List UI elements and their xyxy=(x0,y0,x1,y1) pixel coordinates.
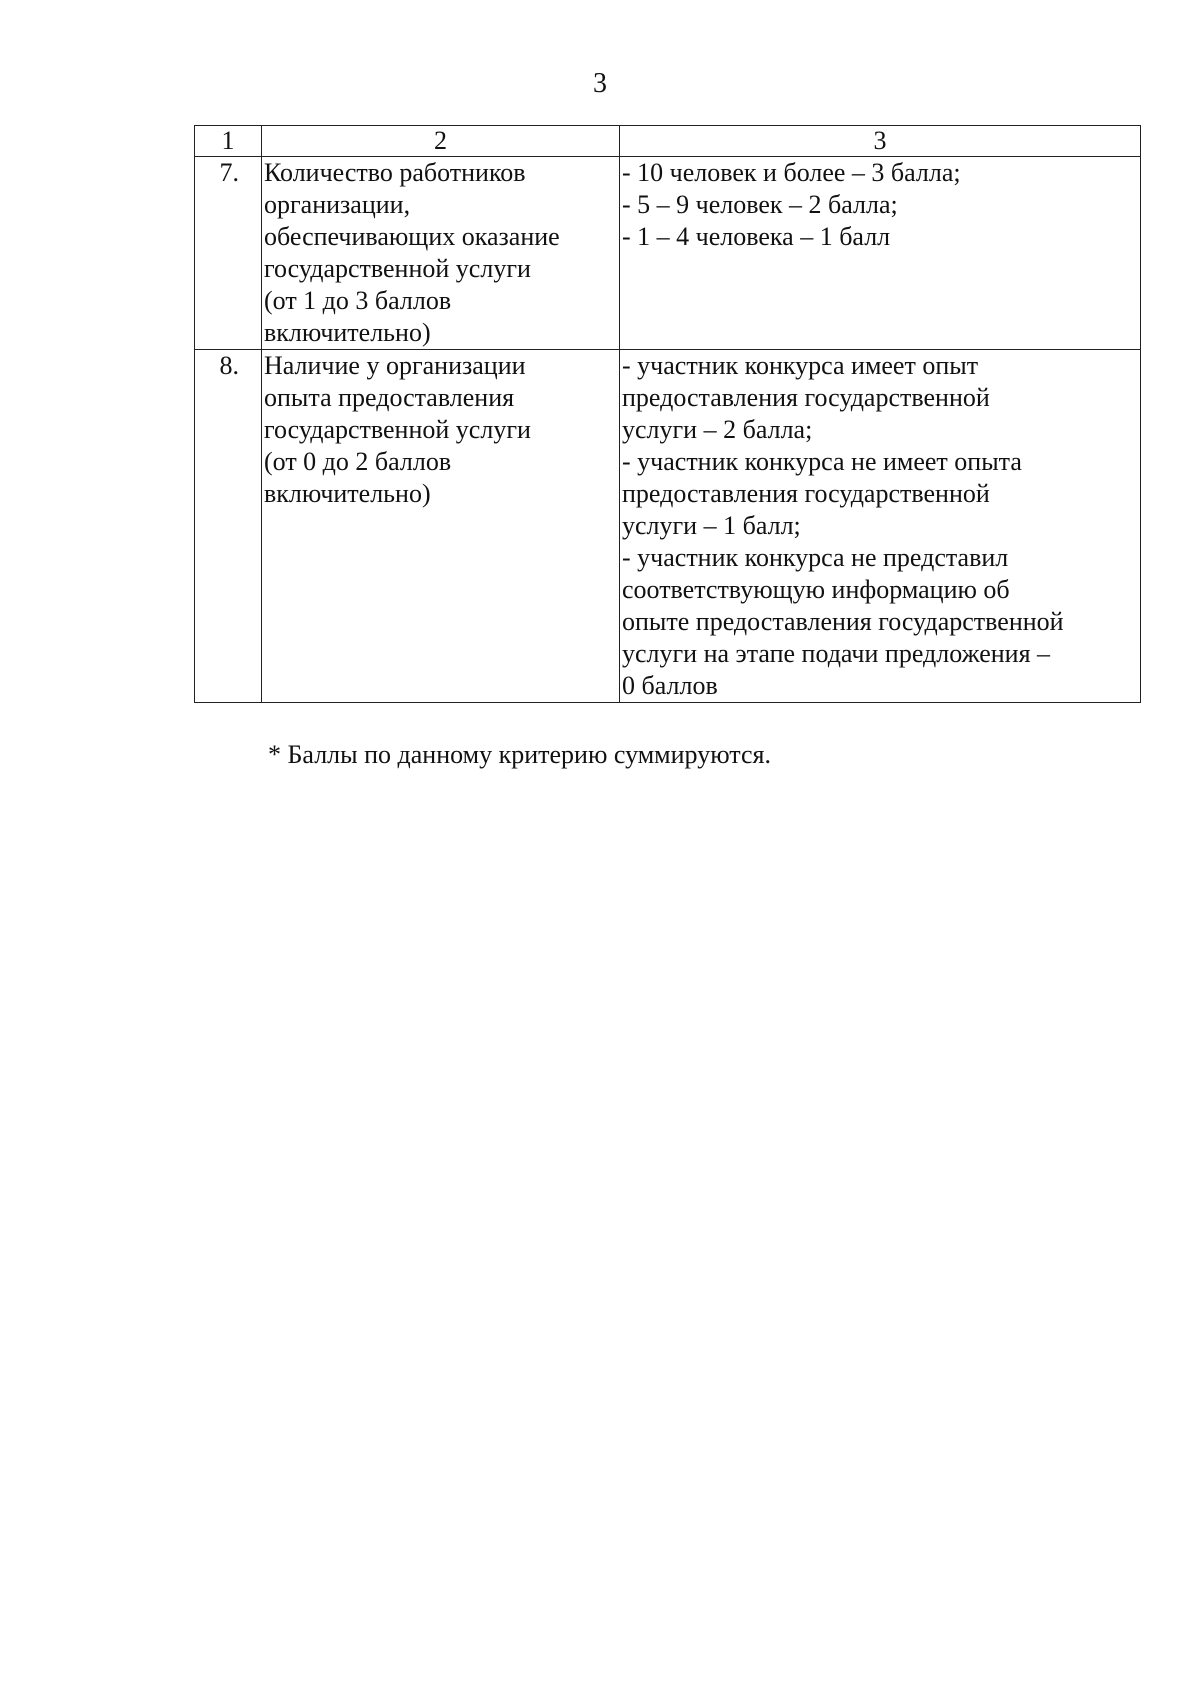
score-line: 0 баллов xyxy=(622,671,718,700)
table-header-row xyxy=(195,126,1141,157)
score-cell xyxy=(620,350,1141,703)
criterion-line: Количество работников xyxy=(264,158,526,187)
score-line: услуги – 1 балл; xyxy=(622,511,801,540)
score-cell xyxy=(620,157,1141,350)
criterion-line: опыта предоставления xyxy=(264,383,515,412)
column-number-header: 1 xyxy=(195,126,262,157)
criterion-line: Наличие у организации xyxy=(264,351,526,380)
score-line: - 1 – 4 человека – 1 балл xyxy=(622,222,891,251)
score-line: соответствующую информацию об xyxy=(622,575,1010,604)
score-line: - участник конкурса имеет опыт xyxy=(622,351,979,380)
criterion-line: обеспечивающих оказание xyxy=(264,222,560,251)
score-line: опыте предоставления государственной xyxy=(622,607,1064,636)
table-row xyxy=(195,350,1141,703)
row-number: 7. xyxy=(195,157,262,350)
score-line: - 5 – 9 человек – 2 балла; xyxy=(622,190,898,219)
criterion-line: (от 0 до 2 баллов xyxy=(264,447,452,476)
score-line: услуги – 2 балла; xyxy=(622,415,813,444)
criterion-line: (от 1 до 3 баллов xyxy=(264,286,452,315)
criteria-table xyxy=(194,125,1141,703)
page-number: 3 xyxy=(593,68,607,99)
column-number-header: 2 xyxy=(262,126,620,157)
criterion-cell xyxy=(262,157,620,350)
footnote: * Баллы по данному критерию суммируются. xyxy=(268,740,771,769)
criterion-cell xyxy=(262,350,620,703)
score-line: услуги на этапе подачи предложения – xyxy=(622,639,1051,668)
criterion-line: включительно) xyxy=(264,318,431,347)
score-line: - участник конкурса не представил xyxy=(622,543,1009,572)
criterion-line: государственной услуги xyxy=(264,415,531,444)
table-row xyxy=(195,157,1141,350)
criterion-line: включительно) xyxy=(264,479,431,508)
column-number-header: 3 xyxy=(620,126,1141,157)
criterion-line: организации, xyxy=(264,190,411,219)
row-number: 8. xyxy=(195,350,262,703)
score-line: предоставления государственной xyxy=(622,479,990,508)
criterion-line: государственной услуги xyxy=(264,254,531,283)
score-line: - 10 человек и более – 3 балла; xyxy=(622,158,961,187)
score-line: предоставления государственной xyxy=(622,383,990,412)
score-line: - участник конкурса не имеет опыта xyxy=(622,447,1022,476)
